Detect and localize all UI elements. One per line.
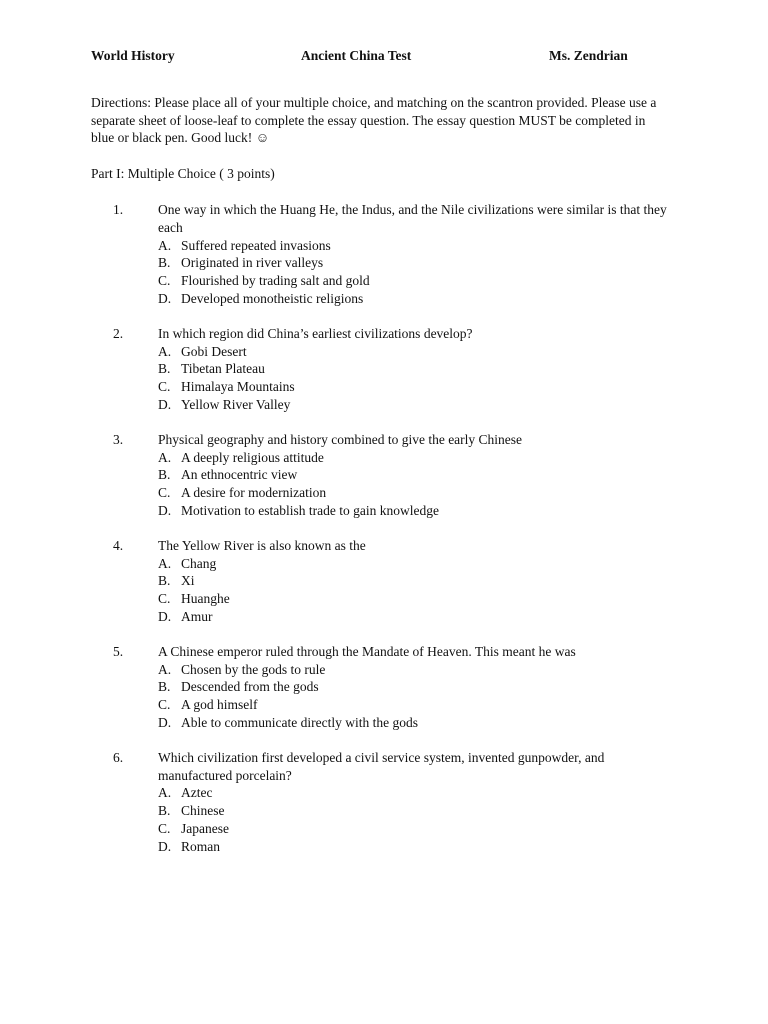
question-2 (0, 325, 768, 414)
question-text: The Yellow River is also known as the (158, 537, 366, 553)
question-body (158, 325, 678, 414)
answer-option (158, 696, 678, 714)
question-number: 3. (113, 431, 124, 447)
option-letter: B. (158, 467, 171, 483)
answer-options (158, 237, 678, 308)
answer-options (158, 784, 678, 855)
question-6 (0, 749, 768, 856)
teacher-name: Ms. Zendrian (549, 48, 628, 63)
option-letter: A. (158, 237, 172, 253)
question-4 (0, 537, 768, 626)
option-text: Huanghe (181, 591, 230, 607)
option-letter: B. (158, 361, 171, 377)
question-number: 5. (113, 643, 124, 659)
option-letter: B. (158, 679, 171, 695)
option-text: An ethnocentric view (181, 467, 298, 483)
option-text: Gobi Desert (181, 343, 247, 359)
option-letter: C. (158, 273, 171, 289)
option-text: A deeply religious attitude (181, 449, 324, 465)
answer-option (158, 290, 678, 308)
question-body (158, 201, 678, 308)
answer-option (158, 608, 678, 626)
directions-text: Directions: Please place all of your multiple choice, and matching on the scantron provided. Please use a separate sheet of loose-leaf to complete the essay question. The essay question MUST be completed in blue or black pen. Good luck! ☺ (91, 95, 657, 145)
answer-option (158, 396, 678, 414)
question-text: A Chinese emperor ruled through the Mandate of Heaven. This meant he was (158, 643, 576, 659)
question-list (0, 201, 768, 873)
answer-option (158, 378, 678, 396)
option-text: Descended from the gods (181, 679, 319, 695)
option-letter: C. (158, 591, 171, 607)
option-letter: D. (158, 502, 172, 518)
option-text: Motivation to establish trade to gain knowledge (181, 502, 439, 518)
option-text: Flourished by trading salt and gold (181, 273, 370, 289)
option-letter: C. (158, 697, 171, 713)
answer-option (158, 784, 678, 802)
option-text: Tibetan Plateau (181, 361, 265, 377)
option-letter: A. (158, 449, 172, 465)
option-letter: C. (158, 820, 171, 836)
option-letter: A. (158, 343, 172, 359)
question-text: Which civilization first developed a civil service system, invented gunpowder, and manufactured porcelain? (158, 749, 605, 783)
option-text: Xi (181, 573, 195, 589)
option-text: Chinese (181, 803, 225, 819)
option-letter: D. (158, 290, 172, 306)
option-text: Chang (181, 555, 217, 571)
answer-option (158, 838, 678, 856)
answer-option (158, 484, 678, 502)
option-text: Himalaya Mountains (181, 379, 295, 395)
question-5 (0, 643, 768, 732)
question-body (158, 537, 678, 626)
question-text: One way in which the Huang He, the Indus, and the Nile civilizations were similar is that they each (158, 202, 667, 235)
question-number: 2. (113, 325, 124, 341)
answer-option (158, 590, 678, 608)
answer-option (158, 572, 678, 590)
option-letter: B. (158, 255, 171, 271)
option-letter: C. (158, 485, 171, 501)
option-letter: D. (158, 396, 172, 412)
option-letter: D. (158, 714, 172, 730)
question-number: 4. (113, 537, 124, 553)
question-body (158, 643, 678, 732)
option-letter: B. (158, 573, 171, 589)
answer-option (158, 272, 678, 290)
option-letter: A. (158, 785, 172, 801)
answer-option (158, 678, 678, 696)
part-title: Part I: Multiple Choice ( 3 points) (91, 166, 275, 181)
option-letter: A. (158, 555, 172, 571)
option-letter: C. (158, 379, 171, 395)
answer-option (158, 555, 678, 573)
answer-option (158, 466, 678, 484)
question-body (158, 749, 678, 856)
option-text: A desire for modernization (181, 485, 327, 501)
answer-option (158, 343, 678, 361)
answer-options (158, 661, 678, 732)
answer-options (158, 343, 678, 414)
option-text: A god himself (181, 697, 258, 713)
question-body (158, 431, 678, 520)
option-text: Suffered repeated invasions (181, 237, 331, 253)
option-text: Developed monotheistic religions (181, 290, 364, 306)
answer-option (158, 820, 678, 838)
answer-option (158, 661, 678, 679)
option-letter: D. (158, 838, 172, 854)
question-1 (0, 201, 768, 308)
test-title: Ancient China Test (301, 48, 412, 63)
answer-option (158, 237, 678, 255)
question-text: Physical geography and history combined to give the early Chinese (158, 431, 523, 447)
question-text: In which region did China’s earliest civilizations develop? (158, 325, 473, 341)
question-number: 1. (113, 202, 124, 217)
option-text: Japanese (181, 820, 229, 836)
answer-options (158, 449, 678, 520)
option-text: Yellow River Valley (181, 396, 291, 412)
answer-option (158, 714, 678, 732)
option-text: Originated in river valleys (181, 255, 324, 271)
answer-option (158, 502, 678, 520)
option-letter: D. (158, 608, 172, 624)
option-text: Aztec (181, 785, 213, 801)
option-text: Chosen by the gods to rule (181, 661, 326, 677)
answer-option (158, 254, 678, 272)
option-text: Roman (181, 838, 220, 854)
answer-options (158, 555, 678, 626)
course-name: World History (91, 48, 175, 63)
option-letter: A. (158, 661, 172, 677)
answer-option (158, 802, 678, 820)
answer-option (158, 449, 678, 467)
page-header (91, 48, 651, 66)
option-text: Amur (181, 608, 213, 624)
question-3 (0, 431, 768, 520)
option-letter: B. (158, 803, 171, 819)
answer-option (158, 360, 678, 378)
question-number: 6. (113, 749, 124, 765)
option-text: Able to communicate directly with the gods (181, 714, 418, 730)
